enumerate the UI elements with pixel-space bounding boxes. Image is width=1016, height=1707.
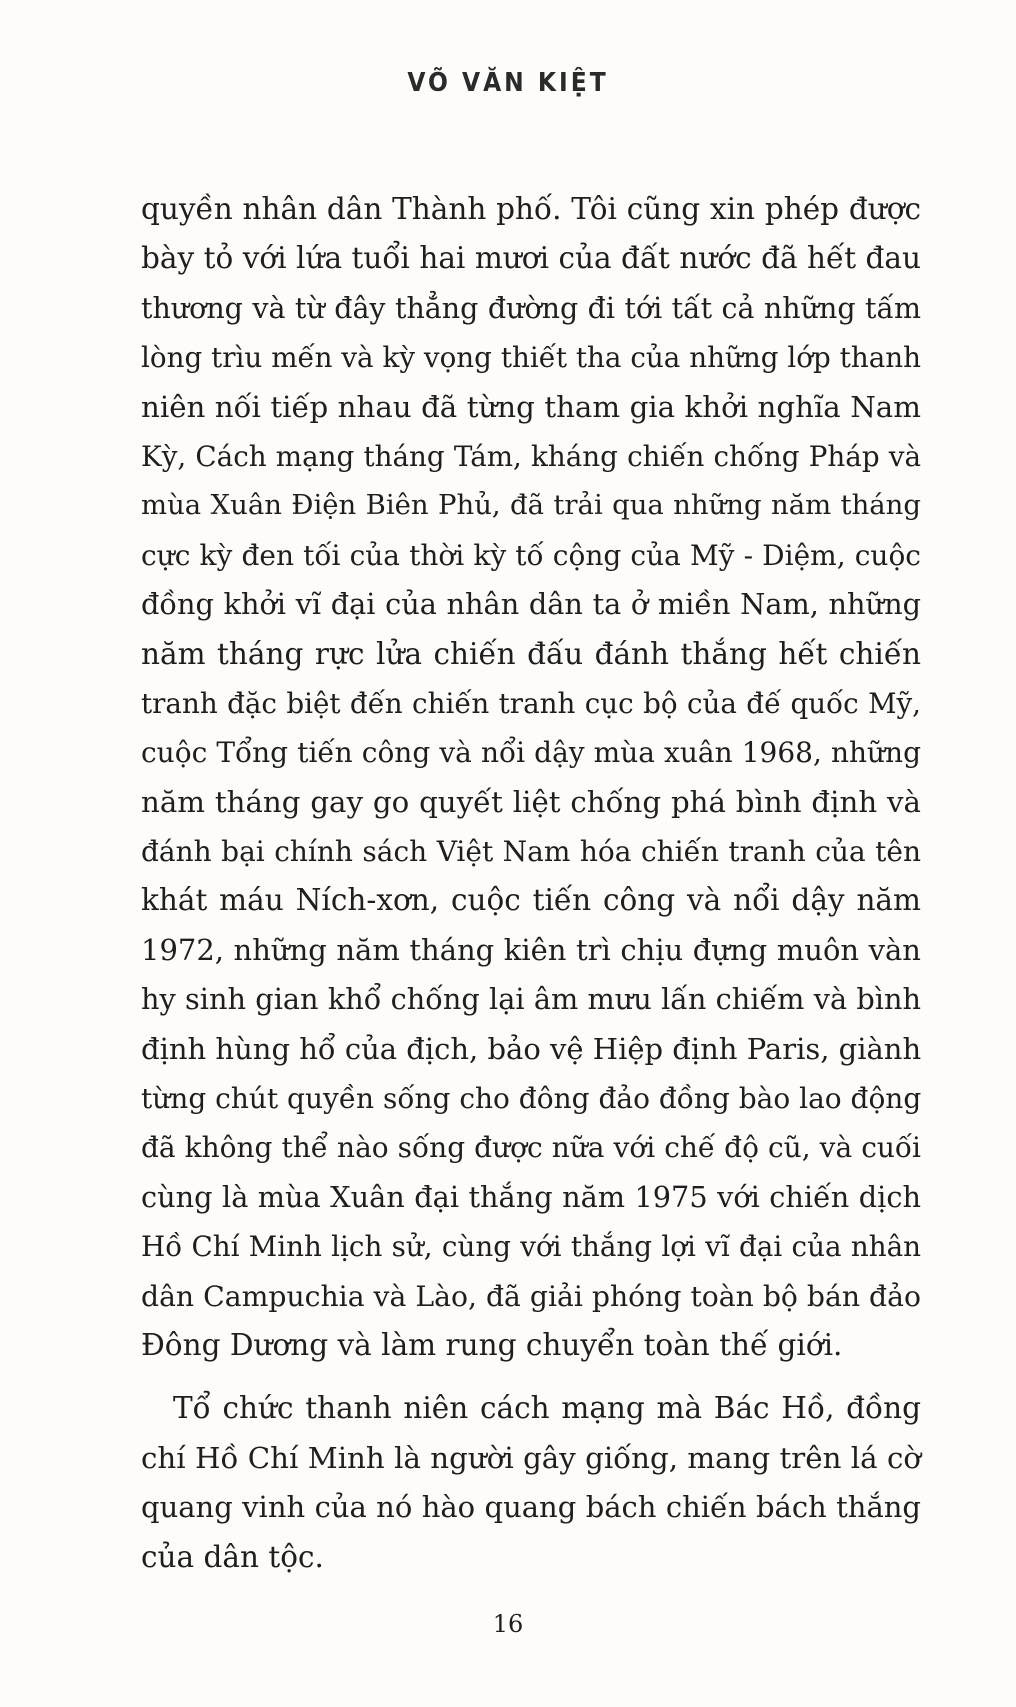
text-line: của dân tộc. xyxy=(141,1539,324,1574)
text-line: Hồ Chí Minh lịch sử, cùng với thắng lợi vĩ đại của nhân xyxy=(141,1230,921,1264)
text-line: niên nối tiếp nhau đã từng tham gia khởi nghĩa Nam xyxy=(141,389,921,424)
text-line: mùa Xuân Điện Biên Phủ, đã trải qua những năm tháng xyxy=(141,489,921,522)
text-line: lòng trìu mến và kỳ vọng thiết tha của những lớp thanh xyxy=(141,341,921,375)
text-line: khát máu Ních-xơn, cuộc tiến công và nổi dậy năm xyxy=(141,883,921,918)
text-line: Đông Dương và làm rung chuyển toàn thế giới. xyxy=(141,1327,843,1362)
paragraph-spacer xyxy=(141,1370,921,1384)
text-line: dân Campuchia và Lào, đã giải phóng toàn bộ bán đảo xyxy=(141,1279,921,1313)
paragraph-2 xyxy=(141,1384,921,1582)
running-header-title: VÕ VĂN KIỆT xyxy=(407,68,609,98)
text-line: cực kỳ đen tối của thời kỳ tố cộng của Mỹ - Diệm, cuộc xyxy=(141,538,921,572)
text-line: từng chút quyền sống cho đông đảo đồng bào lao động xyxy=(141,1082,922,1116)
text-line: đồng khởi vĩ đại của nhân dân ta ở miền Nam, những xyxy=(141,587,921,622)
text-line: định hùng hổ của địch, bảo vệ Hiệp định Paris, giành xyxy=(141,1031,922,1066)
text-line: cuộc Tổng tiến công và nổi dậy mùa xuân 1968, những xyxy=(141,736,921,770)
text-line: đã không thể nào sống được nữa với chế độ cũ, và cuối xyxy=(141,1131,921,1165)
paragraph-1 xyxy=(141,185,921,1370)
page-number: 16 xyxy=(492,1610,524,1638)
text-line: tranh đặc biệt đến chiến tranh cục bộ của đế quốc Mỹ, xyxy=(141,686,921,720)
text-line: năm tháng gay go quyết liệt chống phá bình định và xyxy=(141,784,921,819)
text-line: bày tỏ với lứa tuổi hai mươi của đất nước đã hết đau xyxy=(141,241,921,276)
text-line: chí Hồ Chí Minh là người gây giống, mang trên lá cờ xyxy=(141,1440,921,1475)
text-line: quyền nhân dân Thành phố. Tôi cũng xin phép được xyxy=(141,192,921,226)
text-line: đánh bại chính sách Việt Nam hóa chiến tranh của tên xyxy=(141,835,921,869)
text-line: Kỳ, Cách mạng tháng Tám, kháng chiến chống Pháp và xyxy=(141,439,921,473)
text-line: năm tháng rực lửa chiến đấu đánh thắng hết chiến xyxy=(141,636,921,671)
text-line: cùng là mùa Xuân đại thắng năm 1975 với chiến dịch xyxy=(141,1179,921,1214)
text-line: thương và từ đây thẳng đường đi tới tất cả những tấm xyxy=(141,291,921,325)
text-line: 1972, những năm tháng kiên trì chịu đựng muôn vàn xyxy=(141,932,921,967)
text-line: hy sinh gian khổ chống lại âm mưu lấn chiếm và bình xyxy=(141,982,921,1017)
body-text xyxy=(141,185,921,1582)
text-line: Tổ chức thanh niên cách mạng mà Bác Hồ, đồng xyxy=(173,1391,921,1426)
text-line: quang vinh của nó hào quang bách chiến bách thắng xyxy=(141,1490,921,1525)
